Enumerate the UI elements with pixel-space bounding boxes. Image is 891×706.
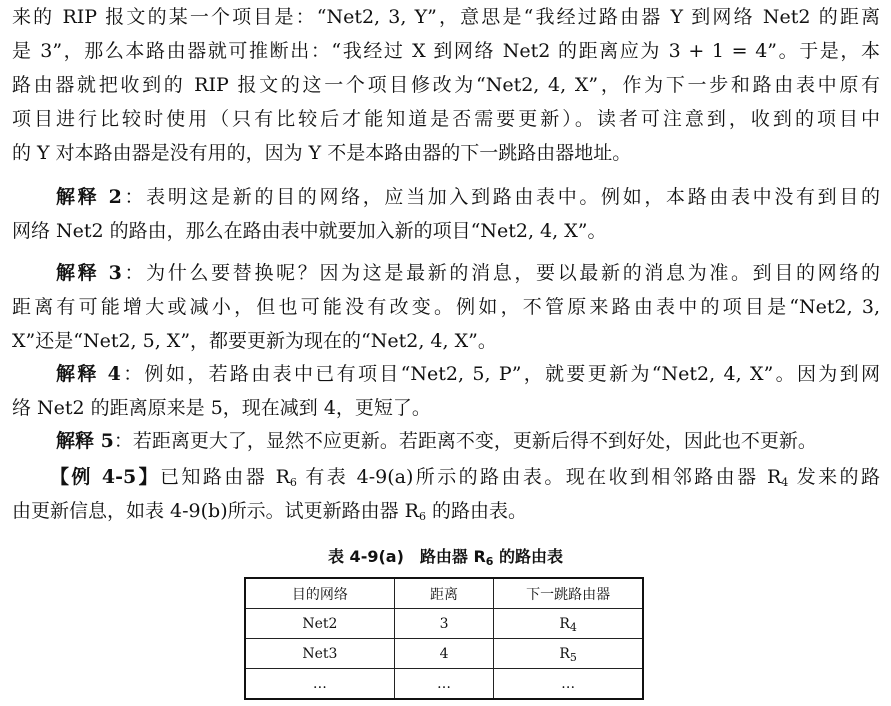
- column-header: 距离: [394, 578, 493, 609]
- paragraph-line: 项目进行比较时使用（只有比较后才能知道是否需要更新）。读者可注意到，收到的项目中: [12, 108, 880, 130]
- explanation-4-line: 络 Net2 的距离原来是 5，现在减到 4，更短了。: [12, 397, 431, 419]
- paragraph-line: 的 Y 对本路由器是没有用的，因为 Y 不是本路由器的下一跳路由器地址。: [12, 142, 632, 164]
- cell-network: Net2: [245, 609, 394, 639]
- cell-distance: 3: [394, 609, 493, 639]
- cell-next-hop: …: [494, 669, 643, 700]
- explanation-text: ：为什么要替换呢？因为这是最新的消息，要以最新的消息为准。到目的网络的: [121, 262, 880, 284]
- explanation-2-line: 网络 Net2 的路由，那么在路由表中就要加入新的项目“Net2, 4, X”。: [12, 220, 607, 242]
- explanation-3-line: 距离有可能增大或减小，但也可能没有改变。例如，不管原来路由表中的项目是“Net2, 3,: [12, 296, 880, 318]
- paragraph-line: 是 3”，那么本路由器就可推断出：“我经过 X 到网络 Net2 的距离应为 3 + 1 = 4”。于是，本: [12, 40, 880, 62]
- explanation-text: ：例如，若路由表中已有项目“Net2, 5, P”，就要更新为“Net2, 4, X”。因为到网: [120, 363, 880, 385]
- cell-next-hop: $R_5$: [494, 639, 643, 669]
- cell-network: …: [245, 669, 394, 700]
- explanation-label: 解释 5: [56, 430, 114, 452]
- cell-distance: …: [394, 669, 493, 700]
- explanation-4-line: [56, 357, 880, 391]
- table-row: [245, 609, 643, 639]
- explanation-text: ：表明这是新的目的网络，应当加入到路由表中。例如，本路由表中没有到目的: [121, 186, 880, 208]
- column-header: 目的网络: [245, 578, 394, 609]
- explanation-label: 解释 4: [56, 363, 121, 385]
- paragraph-line: 路由器就把收到的 RIP 报文的这一个项目修改为“Net2, 4, X”，作为下一步和路由表中原有: [12, 74, 880, 96]
- explanation-label: 解释 3: [56, 262, 122, 284]
- cell-next-hop: $R_4$: [494, 609, 643, 639]
- example-label: 【例 4-5】: [50, 466, 161, 488]
- explanation-text: ：若距离更大了，显然不应更新。若距离不变，更新后得不到好处，因此也不更新。: [113, 430, 817, 452]
- explanation-3-line: [56, 256, 880, 290]
- table-caption: 表 4-9(a) 路由器 $R_6$ 的路由表: [327, 547, 564, 568]
- explanation-3-line: X”还是“Net2, 5, X”，都要更新为现在的“Net2, 4, X”。: [12, 330, 497, 352]
- table-row: [245, 669, 643, 700]
- column-header: 下一跳路由器: [494, 578, 643, 609]
- table-row: [245, 639, 643, 669]
- routing-table: [244, 577, 644, 700]
- paragraph-line: 来的 RIP 报文的某一个项目是：“Net2, 3, Y”，意思是“我经过路由器 Y 到网络 Net2 的距离: [12, 6, 880, 28]
- example-line: 【例 4-5】已知路由器 $R_6$ 有表 4-9(a)所示的路由表。现在收到相邻路由器 $R_4$ 发来的路: [50, 466, 880, 489]
- table-header-row: [245, 578, 643, 609]
- explanation-5-line: [56, 424, 880, 458]
- explanation-label: 解释 2: [56, 186, 122, 208]
- cell-network: Net3: [245, 639, 394, 669]
- cell-distance: 4: [394, 639, 493, 669]
- example-line: 由更新信息，如表 4-9(b)所示。试更新路由器 $R_6$ 的路由表。: [12, 500, 528, 523]
- explanation-2-line: [56, 180, 880, 214]
